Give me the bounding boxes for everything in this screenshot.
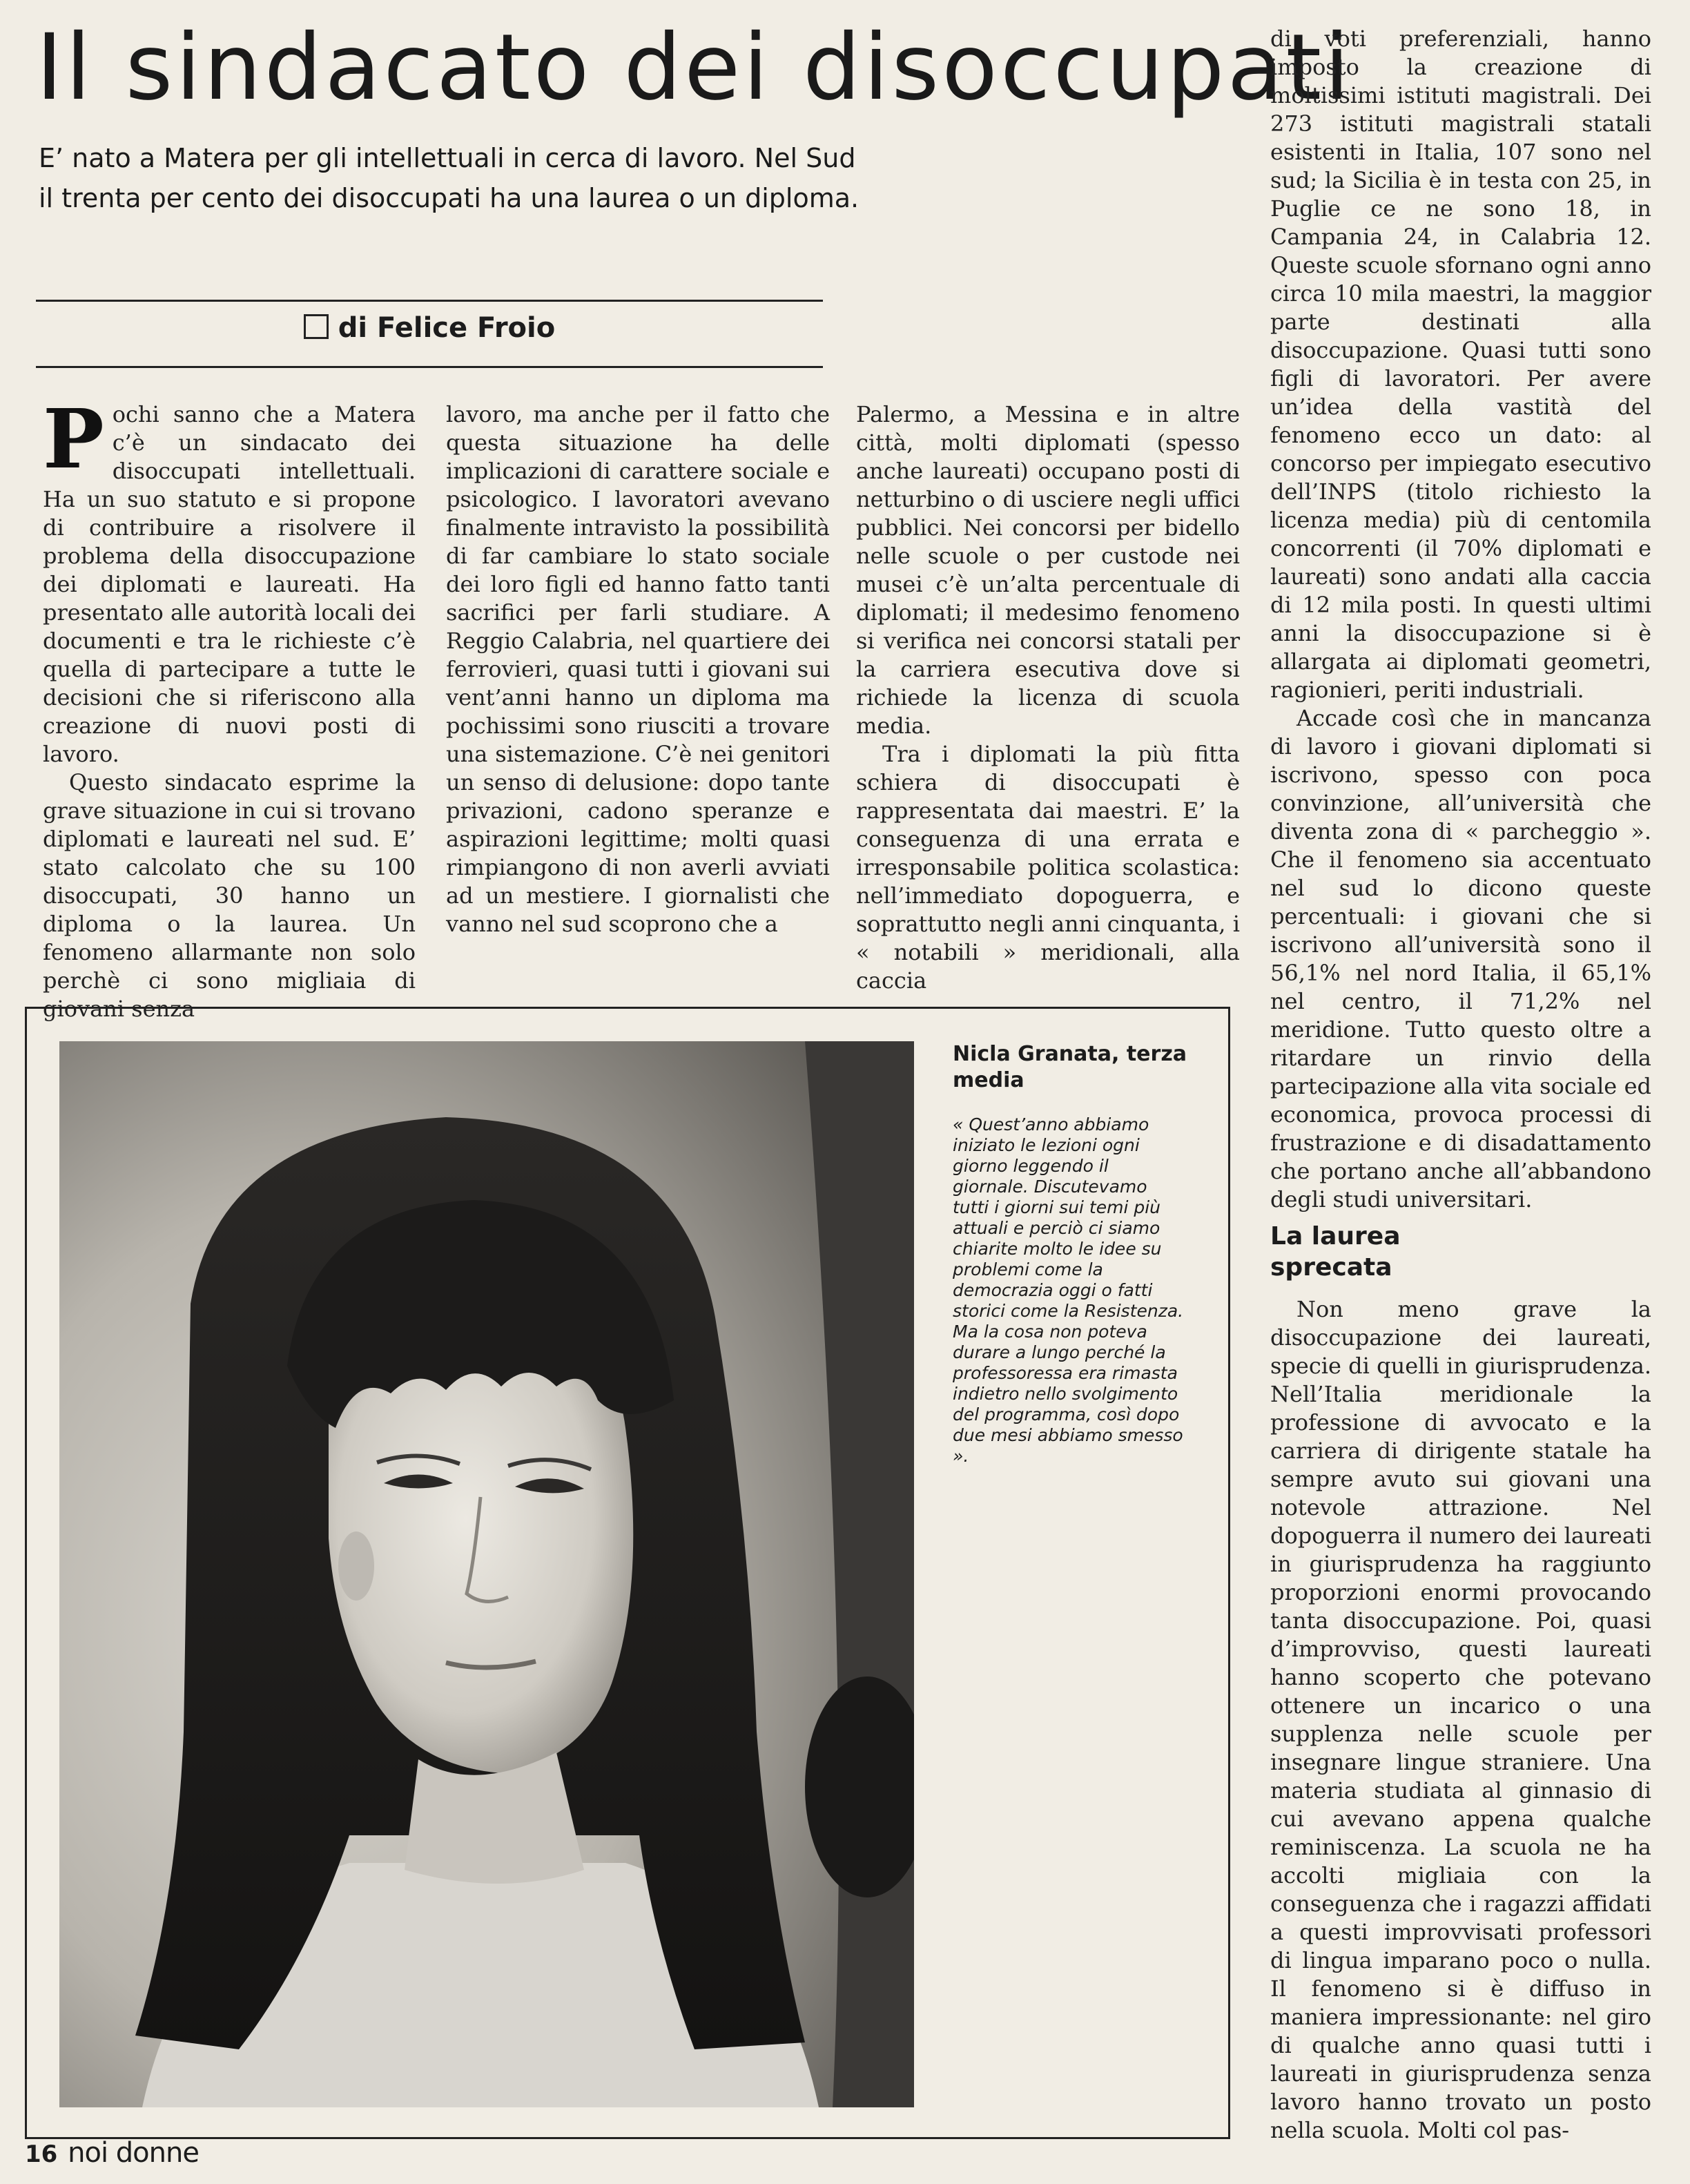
column-4-bottom (1270, 1295, 1651, 2145)
paragraph: di voti preferenziali, hanno imposto la creazione di moltissimi istituti magistrali. Dei 273 istituti magistrali statali esistenti in Italia, 107 sono nel sud; la Sicilia è in testa con 25, in Puglie ce ne sono 18, in Campania 24, in Calabria 12. Queste scuole sfornano ogni anno circa 10 mila maestri, la maggior parte destinati alla disoccupazione. Quasi tutti sono figli di lavoratori. Per avere un’idea della vastità del fenomeno ecco un dato: al concorso per impiegato esecutivo dell’INPS (titolo richiesto la licenza media) più di centomila concorrenti (il 70% diplomati e laureati) sono andati alla caccia di 12 mila posti. In questi ultimi anni la disoccupazione si è allargata ai diplomati geometri, ragionieri, periti industriali. (1270, 26, 1651, 703)
paragraph-text: ochi sanno che a Matera c’è un sindacato dei disoccupati intellettuali. Ha un suo statuto e si propone di contribuire a risolvere il problema della disoccupazione dei diplomati e laureati. Ha presentato alle autorità locali dei documenti e tra le richieste c’è quella di partecipare a tutte le decisioni che si riferiscono alla creazione di nuovi posti di lavoro. (43, 401, 416, 767)
square-icon (304, 314, 329, 339)
column-1 (43, 391, 416, 1023)
byline-rule-top (36, 300, 823, 302)
paragraph: Questo sindacato esprime la grave situazione in cui si trovano diplomati e laureati nel sud. E’ stato calcolato che su 100 disoccupati, 30 hanno un diploma o la laurea. Un fenomeno allarmante non solo perchè ci sono migliaia di giovani senza (43, 769, 416, 1022)
caption-quote: « Quest’anno abbiamo iniziato le lezioni ogni giorno leggendo il giornale. Discutevamo tutti i giorni sui temi più attuali e perciò ci siamo chiarite molto le idee su problemi come la democrazia oggi o fatti storici come la Resistenza. Ma la cosa non poteva durare a lungo perché la professoressa era rimasta indietro nello svolgimento del programma, così dopo due mesi abbiamo smesso ». (953, 1114, 1184, 1466)
portrait-photo (59, 1041, 914, 2107)
section-subhead: La laurea sprecata (1270, 1222, 1401, 1282)
paragraph: lavoro, ma anche per il fatto che questa situazione ha delle implicazioni di carattere sociale e psicologico. I lavoratori avevano finalmente intravisto la possibilità di far cambiare lo stato sociale dei loro figli ed hanno fatto tanti sacrifici per farli studiare. A Reggio Calabria, nel quartiere dei ferrovieri, quasi tutti i giovani sui vent’anni hanno un diploma ma pochissimi sono riusciti a trovare una sistemazione. C’è nei genitori un senso di delusione: dopo tante privazioni, cadono speranze e aspirazioni legittime; molti quasi rimpiangono di non averli avviati ad un mestiere. I giornalisti che vanno nel sud scoprono che a (446, 401, 830, 937)
caption-name: Nicla Granata, terza media (953, 1042, 1187, 1092)
byline-rule-bottom (36, 366, 823, 368)
drop-cap: P (43, 391, 104, 487)
column-2 (446, 400, 830, 938)
paragraph: Palermo, a Messina e in altre città, molti diplomati (spesso anche laureati) occupano posti di netturbino o di usciere negli uffici pubblici. Nei concorsi per bidello nelle scuole o per custode nei musei c’è un’alta percentuale di diplomati; il medesimo fenomeno si verifica nei concorsi statali per la carriera esecutiva dove si richiede la licenza di scuola media. (856, 401, 1240, 739)
portrait-illustration (59, 1041, 914, 2107)
article-subtitle: E’ nato a Matera per gli intellettuali in cerca di lavoro. Nel Sud il trenta per cento dei disoccupati ha una laurea o un diploma. (39, 143, 859, 213)
byline-author: di Felice Froio (338, 312, 556, 344)
page-number: 16 (25, 2140, 58, 2168)
magazine-name: noi donne (68, 2137, 199, 2169)
paragraph: Tra i diplomati la più fitta schiera di disoccupati è rappresentata dai maestri. E’ la conseguenza di una errata e irresponsabile politica scolastica: nell’immediato dopoguerra, e soprattutto negli anni cinquanta, i « notabili » meridionali, alla caccia (856, 741, 1240, 994)
column-4-top (1270, 25, 1651, 1214)
article-title: Il sindacato dei disoccupati (36, 15, 1352, 121)
byline (36, 312, 823, 344)
paragraph: Non meno grave la disoccupazione dei laureati, specie di quelli in giurisprudenza. Nell’Italia meridionale la professione di avvocato e la carriera di dirigente statale ha sempre avuto sui giovani una notevole attrazione. Nel dopoguerra il numero dei laureati in giurisprudenza ha raggiunto proporzioni enormi provocando tanta disoccupazione. Poi, quasi d’improvviso, questi laureati hanno scoperto che potevano ottenere un incarico o una supplenza nelle scuole per insegnare lingue straniere. Una materia studiata al ginnasio di cui avevano appena qualche reminiscenza. La scuola ne ha accolti migliaia con la conseguenza che i ragazzi affidati a questi improvvisati professori di lingua imparano poco o nulla. Il fenomeno si è diffuso in maniera impressionante: nel giro di qualche anno quasi tutti i laureati in giurisprudenza senza lavoro hanno trovato un posto nella scuola. Molti col pas- (1270, 1296, 1651, 2143)
paragraph (43, 391, 416, 769)
paragraph: Accade così che in mancanza di lavoro i giovani diplomati si iscrivono, spesso con poca convinzione, all’università che diventa zona di « parcheggio ». Che il fenomeno sia accentuato nel sud lo dicono queste percentuali: i giovani che si iscrivono all’università sono il 56,1% nel nord Italia, il 65,1% nel centro, il 71,2% nel meridione. Tutto questo oltre a ritardare un rinvio della partecipazione alla vita sociale ed economica, provoca processi di frustrazione e di disadattamento che portano anche all’abbandono degli studi universitari. (1270, 705, 1651, 1212)
column-3 (856, 400, 1240, 995)
page-footer (25, 2139, 199, 2168)
